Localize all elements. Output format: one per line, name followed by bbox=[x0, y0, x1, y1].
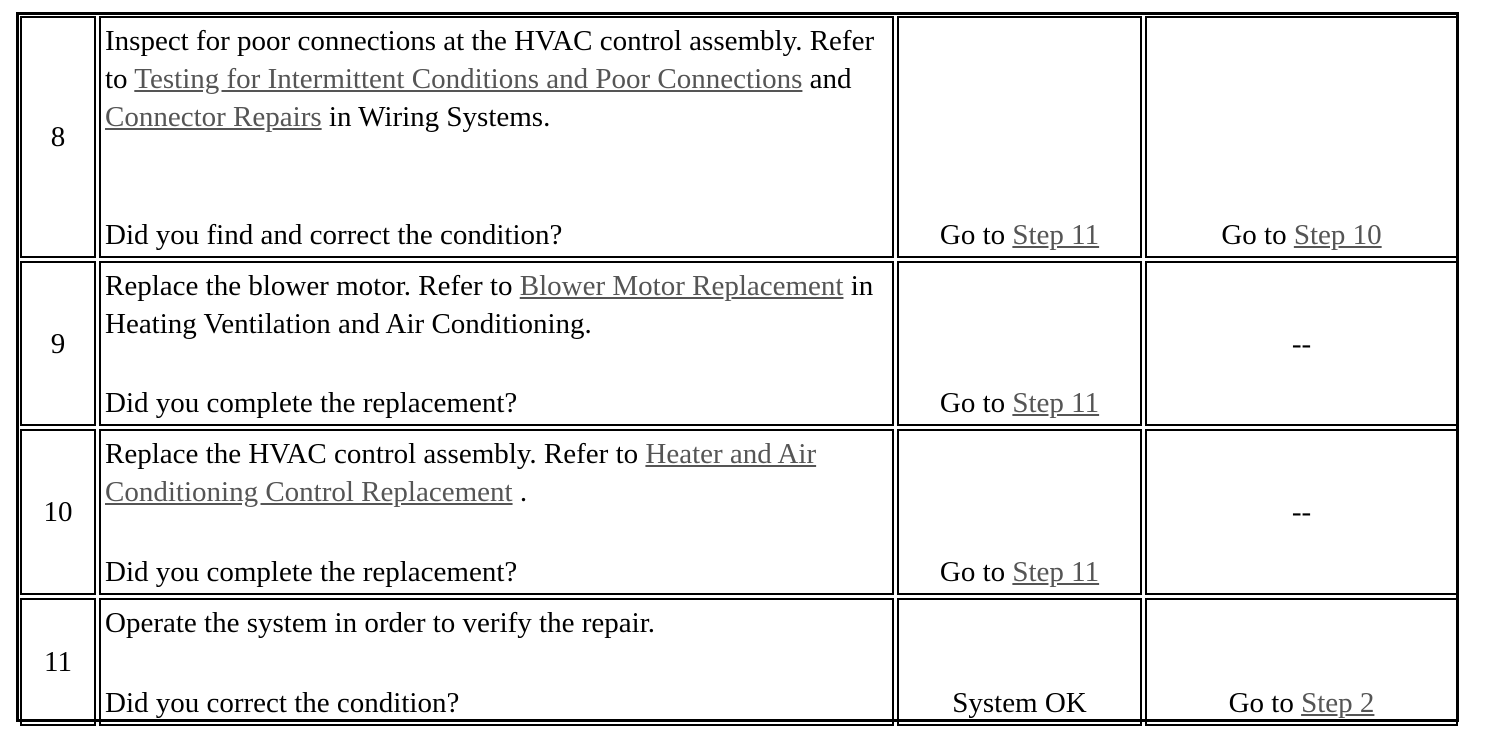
result-prefix: Go to bbox=[939, 219, 1013, 251]
diagnostic-table bbox=[16, 12, 1459, 722]
step-action bbox=[99, 429, 894, 595]
action-text: Operate the system in order to verify the repair. bbox=[105, 607, 655, 639]
yes-result-text: System OK bbox=[952, 687, 1087, 719]
action-text-part: Inspect for poor connections at the HVAC control assembly. Refer to bbox=[105, 25, 875, 95]
step-question: Did you correct the condition? bbox=[105, 687, 460, 719]
yes-result bbox=[897, 261, 1142, 426]
step-number-text: 11 bbox=[44, 646, 72, 678]
action-text-part: . bbox=[512, 476, 528, 508]
step-number-text: 8 bbox=[50, 121, 66, 153]
yes-result bbox=[897, 429, 1142, 595]
step-question: Did you find and correct the condition? bbox=[105, 219, 563, 251]
link-testing-intermittent[interactable]: Testing for Intermittent Conditions and Poor Connections bbox=[134, 63, 803, 95]
action-text-part: Replace the HVAC control assembly. Refer to bbox=[105, 438, 646, 470]
step-number-text: 9 bbox=[50, 327, 66, 360]
action-text-part: Replace the blower motor. Refer to bbox=[105, 270, 520, 302]
action-text-part: and bbox=[802, 63, 852, 95]
link-blower-motor-replacement[interactable]: Blower Motor Replacement bbox=[519, 270, 844, 302]
no-result-text: -- bbox=[1291, 327, 1312, 360]
result-prefix: Go to bbox=[1228, 687, 1302, 719]
action-text-part: in Wiring Systems. bbox=[321, 101, 551, 133]
no-result-text: -- bbox=[1291, 496, 1312, 528]
link-step-11[interactable]: Step 11 bbox=[1012, 219, 1100, 251]
link-step-10[interactable]: Step 10 bbox=[1293, 219, 1382, 251]
action-text bbox=[105, 22, 892, 136]
step-number bbox=[20, 16, 96, 258]
link-step-11[interactable]: Step 11 bbox=[1012, 387, 1100, 419]
result-prefix: Go to bbox=[1221, 219, 1294, 251]
link-heater-ac-control-replacement[interactable]: Heater and Air Conditioning Control Replacement bbox=[105, 438, 817, 508]
step-number bbox=[20, 261, 96, 426]
step-action bbox=[99, 261, 894, 426]
no-result bbox=[1145, 16, 1458, 258]
step-number-text: 10 bbox=[43, 496, 73, 528]
result-prefix: Go to bbox=[939, 556, 1013, 588]
yes-result bbox=[897, 598, 1142, 726]
action-text bbox=[105, 267, 892, 343]
step-number bbox=[20, 598, 96, 726]
no-result bbox=[1145, 429, 1458, 595]
link-step-11[interactable]: Step 11 bbox=[1012, 556, 1100, 588]
step-question: Did you complete the replacement? bbox=[105, 556, 518, 588]
step-number bbox=[20, 429, 96, 595]
yes-result bbox=[897, 16, 1142, 258]
result-prefix: Go to bbox=[939, 387, 1013, 419]
link-connector-repairs[interactable]: Connector Repairs bbox=[105, 101, 322, 133]
action-text-part: in Heating Ventilation and Air Conditioning. bbox=[105, 270, 874, 340]
action-text bbox=[105, 435, 892, 511]
link-step-2[interactable]: Step 2 bbox=[1301, 687, 1375, 719]
step-action bbox=[99, 598, 894, 726]
no-result bbox=[1145, 598, 1458, 726]
step-action bbox=[99, 16, 894, 258]
step-question: Did you complete the replacement? bbox=[105, 387, 518, 419]
no-result bbox=[1145, 261, 1458, 426]
